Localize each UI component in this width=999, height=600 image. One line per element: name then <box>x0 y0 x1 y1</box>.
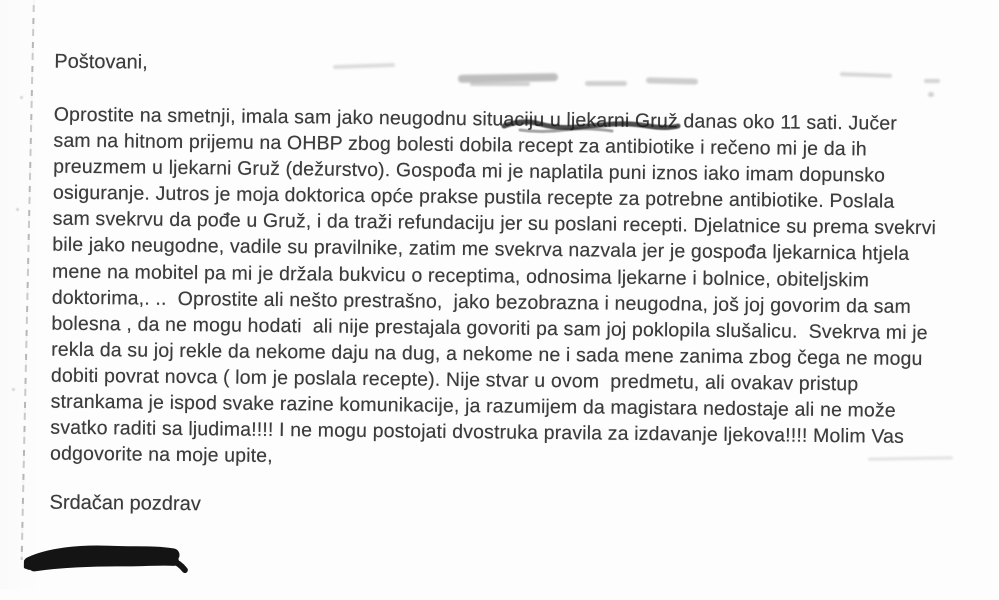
body-line: bile jako neugodne, vadile su pravilnike, zatim me svekrva nazvala jer je gospođa ljekarnica htjela <box>52 234 910 266</box>
letter-body <box>50 102 937 477</box>
body-line: dobiti povrat novca ( lom je poslala recepte). Nije stvar u ovom predmetu, ali ovakav pristup <box>50 364 859 396</box>
body-line: bolesna , da ne mogu hodati ali nije prestajala govoriti pa sam joj poklopila slušalicu. Svekrva mi je <box>51 312 928 344</box>
body-line: strankama je ispod svake razine komunikacije, ja razumijem da magistara nedostaje ali ne može <box>50 390 896 422</box>
body-line: Oprostite na smetnji, imala sam jako neugodnu situaciju u ljekarni Gruž danas oko 11 sati. Jučer <box>53 103 898 135</box>
body-line: sam svekrvu da pođe u Gruž, i da traži refundaciju jer su poslani recepti. Djelatnice su prema svekrvi <box>52 207 937 240</box>
ink-smudge-artifact <box>500 113 685 137</box>
body-line: osiguranje. Jutros je moja doktorica opće prakse pustila recepte za potrebne antibiotike. Poslala <box>52 181 895 213</box>
closing: Srdačan pozdrav <box>49 491 201 516</box>
body-line: odgovorite na moje upite, <box>49 442 273 468</box>
body-line: mene na mobitel pa mi je držala bukvicu o receptima, odnosima ljekarne i bolnice, obiteljskim <box>51 260 870 291</box>
body-line: sam na hitnom prijemu na OHBP zbog bolesti dobila recept za antibiotike i rečeno mi je da ih <box>53 129 867 161</box>
body-line: doktorima,. .. Oprostite ali nešto prestrašno, jako bezobrazna i neugodna, još joj govorim da sam <box>51 286 912 318</box>
body-line: svatko raditi sa ljudima!!!! I ne mogu postojati dvostruka pravila za izdavanje ljekova!!!! Molim Vas <box>50 416 905 448</box>
salutation: Poštovani, <box>54 50 148 74</box>
body-line: rekla da su joj rekle da nekome daju na dug, a nekome ne i sada mene zanima zbog čega ne mogu <box>51 338 923 370</box>
redacted-signature <box>24 536 194 584</box>
body-line: preuzmem u ljekarni Gruž (dežurstvo). Gospođa mi je naplatila puni iznos iako imam dopunsko <box>53 155 886 187</box>
